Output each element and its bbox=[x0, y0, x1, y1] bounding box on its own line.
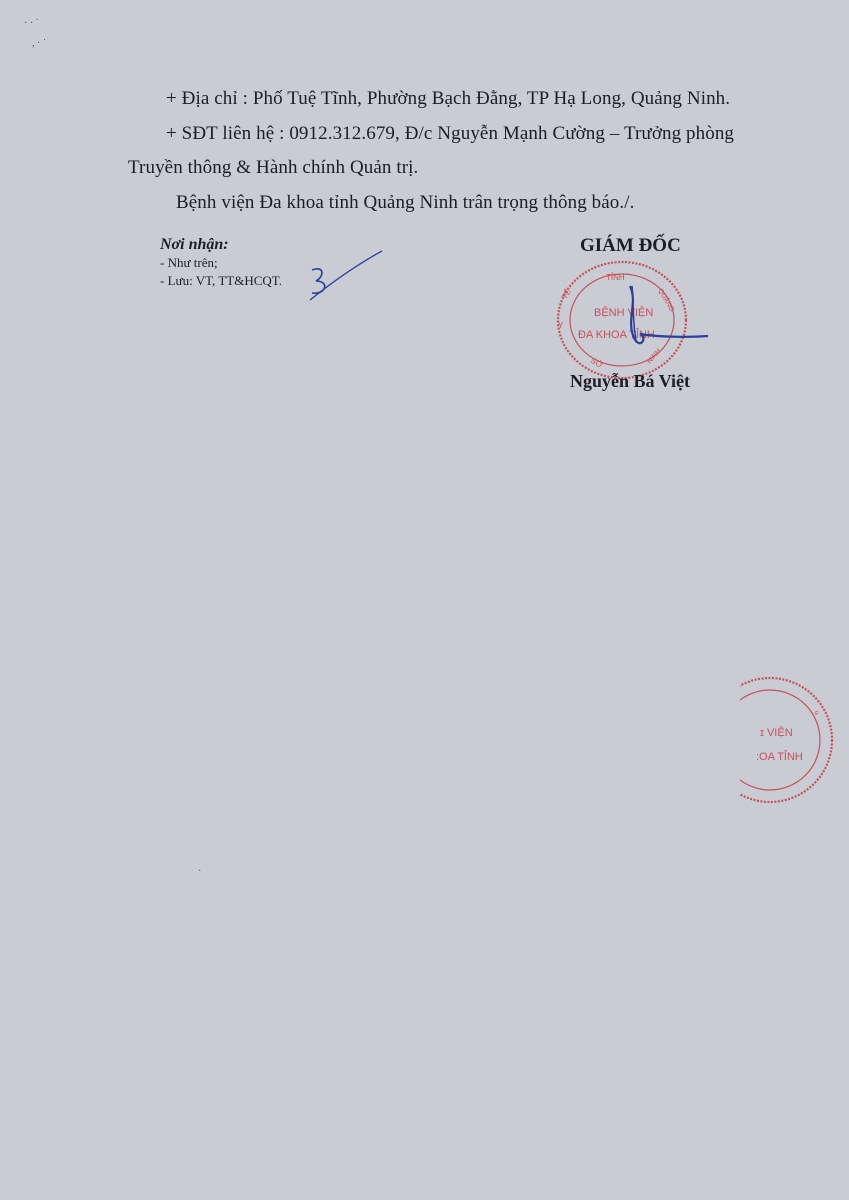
signer-title: GIÁM ĐỐC bbox=[580, 235, 681, 256]
signer-name: Nguyễn Bá Việt bbox=[570, 371, 691, 391]
svg-text:ɢ: ɢ bbox=[812, 709, 821, 717]
scan-speck: · bbox=[198, 866, 202, 877]
address-line: + Địa chỉ : Phố Tuệ Tĩnh, Phường Bạch Đằng, TP Hạ Long, Quảng Ninh. bbox=[166, 88, 731, 109]
edge-seal-icon bbox=[740, 670, 849, 815]
seal-text: TẾ bbox=[559, 287, 573, 301]
seal-text: ĐA KHOA TỈNH bbox=[578, 329, 655, 341]
svg-text:ɪ VIỆN: ɪ VIỆN bbox=[760, 727, 793, 739]
recipients-block bbox=[160, 236, 282, 290]
seal-text: NINH bbox=[646, 347, 663, 366]
phone-line: + SĐT liên hệ : 0912.312.679, Đ/c Nguyễn Mạnh Cường – Trưởng phòng bbox=[166, 123, 735, 144]
initial-signature-icon bbox=[290, 245, 390, 310]
seal-text: TỈNH bbox=[606, 273, 625, 282]
svg-text::OA TỈNH: :OA TỈNH bbox=[756, 751, 803, 763]
seal-text: SỞ bbox=[589, 355, 605, 370]
seal-text: Y bbox=[558, 321, 564, 330]
phone-line-continuation: Truyền thông & Hành chính Quản trị. bbox=[128, 157, 419, 178]
recipient-item: - Như trên; bbox=[160, 255, 218, 270]
seal-text: QUẢNG bbox=[656, 287, 676, 314]
scan-speck: , · ˙ bbox=[32, 38, 47, 49]
recipient-item: - Lưu: VT, TT&HCQT. bbox=[160, 273, 282, 288]
official-seal-icon bbox=[550, 258, 710, 383]
scan-speck: · · ˙ bbox=[24, 18, 39, 29]
seal-text: BỆNH VIỆN bbox=[594, 307, 654, 319]
closing-statement: Bệnh viện Đa khoa tỉnh Quảng Ninh trân trọng thông báo./. bbox=[176, 192, 635, 213]
recipients-title: Nơi nhận: bbox=[160, 236, 229, 253]
